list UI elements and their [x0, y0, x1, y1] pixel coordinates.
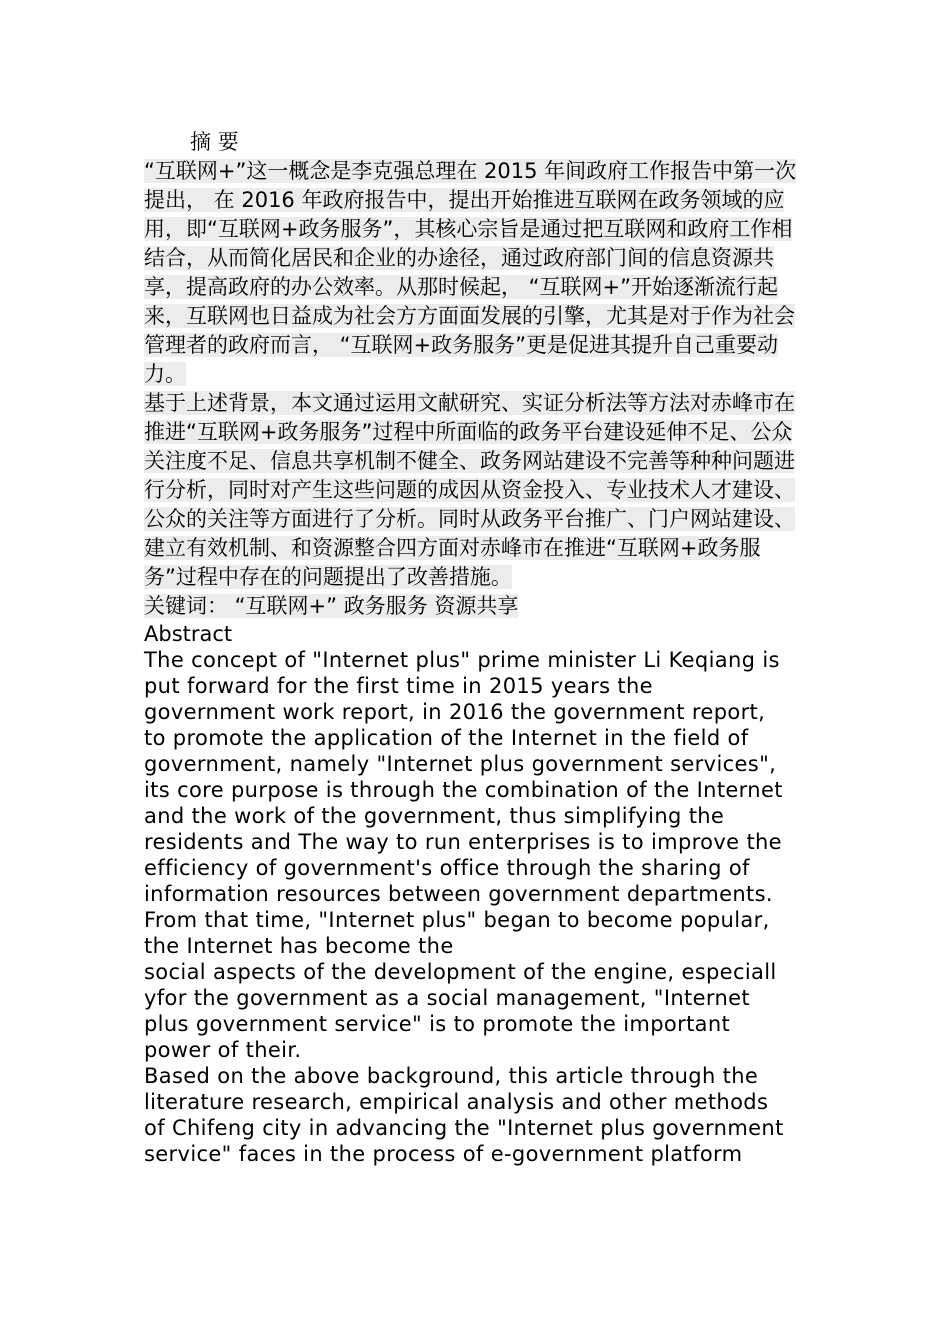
chinese-abstract-paragraph-1: [144, 157, 806, 389]
english-paragraph-2-line: literature research, empirical analysis and other methods: [144, 1090, 769, 1114]
english-paragraph-2-line: service" faces in the process of e-government platform: [144, 1142, 743, 1166]
english-paragraph-1-line: residents and The way to run enterprises is to improve the: [144, 830, 782, 854]
english-paragraph-1-line: yfor the government as a social management, "Internet: [144, 986, 751, 1010]
english-paragraph-1-line: the Internet has become the: [144, 934, 454, 958]
english-paragraph-1-line: power of their.: [144, 1038, 302, 1062]
english-paragraph-1-line: From that time, "Internet plus" began to become popular,: [144, 908, 770, 932]
english-paragraph-1-line: government work report, in 2016 the government report,: [144, 700, 766, 724]
english-paragraph-1-line: information resources between government departments.: [144, 882, 773, 906]
english-abstract-heading: Abstract: [144, 622, 233, 646]
english-paragraph-1-line: to promote the application of the Internet in the field of: [144, 726, 749, 750]
english-paragraph-1-line: The concept of "Internet plus" prime minister Li Keqiang is: [144, 648, 780, 672]
english-paragraph-1-line: put forward for the first time in 2015 years the: [144, 674, 653, 698]
document-body: [144, 128, 806, 1167]
chinese-abstract-paragraph-2: [144, 389, 806, 592]
english-paragraph-2-line: of Chifeng city in advancing the "Internet plus government: [144, 1116, 784, 1140]
english-paragraph-2-line: Based on the above background, this article through the: [144, 1064, 759, 1088]
chinese-keywords-text: 关键词： “互联网+” 政务服务 资源共享: [144, 594, 519, 618]
english-paragraph-1-line: government, namely "Internet plus government services",: [144, 752, 777, 776]
chinese-abstract-paragraph-1-text: “互联网+”这一概念是李克强总理在 2015 年间政府工作报告中第一次提出， 在 2016 年政府报告中，提出开始推进互联网在政务领域的应用，即“互联网+政务服务”，其核心宗旨是通过把互联网和政府工作相结合，从而简化居民和企业的办途径，通过政府部门间的信息资源共享，提高政府的办公效率。从那时候起， “互联网+”开始逐渐流行起来，互联网也日益成为社会方方面面发展的引擎，尤其是对于作为社会管理者的政府而言， “互联网+政务服务”更是促进其提升自己重要动力。: [144, 159, 797, 386]
chinese-abstract-heading: 摘 要: [190, 130, 239, 154]
english-paragraph-1-line: efficiency of government's office through the sharing of: [144, 856, 750, 880]
english-paragraph-1-line: its core purpose is through the combination of the Internet: [144, 778, 783, 802]
english-abstract-paragraph-1: [144, 647, 806, 1063]
english-paragraph-1-line: social aspects of the development of the engine, especiall: [144, 960, 777, 984]
chinese-abstract-paragraph-2-text: 基于上述背景，本文通过运用文献研究、实证分析法等方法对赤峰市在推进“互联网+政务服务”过程中所面临的政务平台建设延伸不足、公众关注度不足、信息共享机制不健全、政务网站建设不完善等种种问题进行分析，同时对产生这些问题的成因从资金投入、专业技术人才建设、公众的关注等方面进行了分析。同时从政务平台推广、门户网站建设、建立有效机制、和资源整合四方面对赤峰市在推进“互联网+政务服务”过程中存在的问题提出了改善措施。: [144, 391, 795, 589]
english-paragraph-1-line: and the work of the government, thus simplifying the: [144, 804, 725, 828]
english-paragraph-1-line: plus government service" is to promote the important: [144, 1012, 731, 1036]
english-abstract-paragraph-2: [144, 1063, 806, 1167]
chinese-keywords: [144, 592, 806, 621]
